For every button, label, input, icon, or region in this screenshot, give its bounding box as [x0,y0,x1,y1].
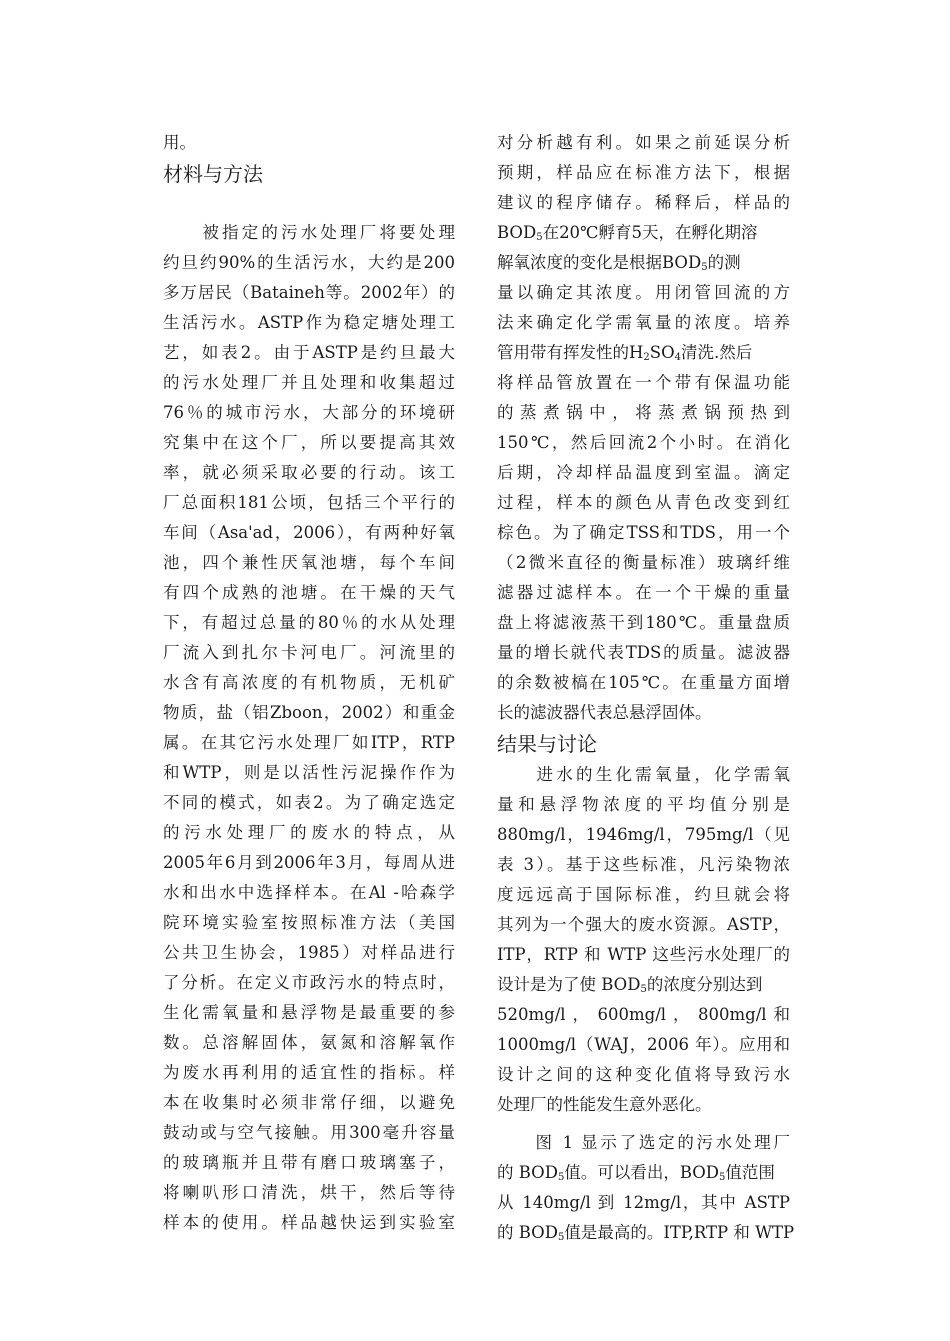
paragraph-line: 鼓动或与空气接触。用300毫升容量 [163,1123,455,1142]
paragraph-line: 艺，如表2。由于ASTP是约旦最大 [163,343,455,362]
paragraph-line: 处理厂的性能发生意外恶化。 [497,1095,712,1114]
paragraph-line: 池，四个兼性厌氧池塘，每个车间 [163,553,455,572]
paragraph-line: 下，有超过总量的80％的水从处理 [163,613,455,632]
section-heading-results: 结果与讨论 [497,732,597,756]
paragraph-line: 将样品管放置在一个带有保温功能 [497,373,790,392]
paragraph-line: 棕色。为了确定TSS和TDS，用一个 [497,523,790,542]
paragraph-line: $BOD_5$在20℃孵育5天，在孵化期溶 [497,223,758,243]
paragraph-line: 生活污水。ASTP作为稳定塘处理工 [163,313,455,332]
paragraph-line: 管用带有挥发性的$H_2SO_4$清洗.然后 [497,343,753,363]
paragraph-line: 车间（Asa'ad，2006），有两种好氧 [163,523,455,542]
paragraph-line: 本在收集时必须非常仔细，以避免 [163,1093,455,1112]
paragraph-line: 数。总溶解固体，氨氮和溶解氧作 [163,1033,455,1052]
paragraph-line: 为废水再利用的适宜性的指标。样 [163,1063,455,1082]
methods-paragraph [163,218,455,1238]
paragraph-line: 过程，样本的颜色从青色改变到红 [497,493,790,512]
paragraph-line: 1000mg/l（WAJ，2006 年）。应用和 [497,1035,790,1054]
right-column [497,128,795,1248]
paragraph-line: 公共卫生协会，1985）对样品进行 [163,943,455,962]
left-column [163,128,455,1238]
paragraph-line: 的污水处理厂的废水的特点，从 [163,823,455,842]
paragraph-line: （2微米直径的衡量标准）玻璃纤维 [497,553,790,572]
paragraph-line: 有四个成熟的池塘。在干燥的天气 [163,583,455,602]
paragraph-line: 图 1 显示了选定的污水处理厂 [497,1133,790,1152]
paragraph-line: 厂总面积181公顷，包括三个平行的 [163,493,455,512]
paragraph-line: 解氧浓度的变化是根据$BOD_5$的测 [497,253,741,273]
paragraph-line: ITP，RTP 和 WTP 这些污水处理厂的 [497,945,790,964]
paragraph-line: 进水的生化需氧量，化学需氧 [497,765,790,784]
paragraph-line: 后期，冷却样品温度到室温。滴定 [497,463,790,482]
paragraph-line: 被指定的污水处理厂将要处理 [163,223,455,242]
paragraph-line: 厂流入到扎尔卡河电厂。河流里的 [163,643,455,662]
paragraph-line: 量以确定其浓度。用闭管回流的方 [497,283,790,302]
paragraph-line: 生化需氧量和悬浮物是最重要的参 [163,1003,455,1022]
paragraph-line: 将喇叭形口清洗，烘干，然后等待 [163,1183,455,1202]
section-heading-methods: 材料与方法 [163,162,263,186]
paragraph-line: 从 140mg/l 到 12mg/l，其中 ASTP [497,1193,790,1212]
paragraph-line: 量的增长就代表TDS的质量。滤波器 [497,643,790,662]
paragraph-line: 对分析越有利。如果之前延误分析 [497,133,790,152]
paragraph-line: 的玻璃瓶并且带有磨口玻璃塞子， [163,1153,455,1172]
paragraph-line: 的 $BOD_5$值。可以看出，$BOD_5$值范围 [497,1163,775,1183]
paragraph-line: 率，就必须采取必要的行动。该工 [163,463,455,482]
paragraph-line: 约旦约90%的生活污水，大约是200 [163,253,455,272]
paragraph-line: 滤器过滤样本。在一个干燥的重量 [497,583,790,602]
paragraph-line: 属。在其它污水处理厂如ITP，RTP [163,733,455,752]
paragraph-line: 建议的程序储存。稀释后，样品的 [497,193,790,212]
paragraph-line: 水含有高浓度的有机物质，无机矿 [163,673,455,692]
paragraph-line: 用。 [163,133,196,152]
paragraph-line: 设计是为了使 $BOD_5$的浓度分别达到 [497,975,763,995]
paragraph-line: 法来确定化学需氧量的浓度。培养 [497,313,790,332]
paragraph-line: 2005年6月到2006年3月，每周从进 [163,853,455,872]
paragraph-line: 150℃，然后回流2个小时。在消化 [497,433,790,452]
paragraph-line: 长的滤波器代表总悬浮固体。 [497,703,712,722]
paragraph-line: 的 $BOD_5$值是最高的。ITP,RTP 和 WTP [497,1223,795,1243]
paragraph-line: 的蒸煮锅中，将蒸煮锅预热到 [497,403,790,422]
paragraph-line: 880mg/l，1946mg/l，795mg/l（见 [497,825,790,844]
paragraph-line: 究集中在这个厂，所以要提高其效 [163,433,455,452]
paragraph-line: 和WTP，则是以活性污泥操作作为 [163,763,455,782]
paragraph-line: 物质，盐（铝Zboon，2002）和重金 [163,703,455,722]
paragraph-line: 了分析。在定义市政污水的特点时， [163,973,455,992]
paragraph-line: 表 3）。基于这些标准，凡污染物浓 [497,855,790,874]
paragraph-line: 多万居民（Bataineh等。2002年）的 [163,283,455,302]
paragraph-line: 盘上将滤液蒸干到180℃。重量盘质 [497,613,790,632]
paragraph-line: 预期，样品应在标准方法下，根据 [497,163,790,182]
paragraph-line: 的余数被槁在105℃。在重量方面增 [497,673,790,692]
paragraph-line: 量和悬浮物浓度的平均值分别是 [497,795,790,814]
paragraph-line: 院环境实验室按照标准方法（美国 [163,913,455,932]
paragraph-line: 不同的模式，如表2。为了确定选定 [163,793,455,812]
paragraph-line: 其列为一个强大的废水资源。ASTP， [497,915,790,934]
paragraph-line: 设计之间的这种变化值将导致污水 [497,1065,790,1084]
paragraph-line: 水和出水中选择样本。在Al -哈森学 [163,883,455,902]
paragraph-line: 520mg/l ， 600mg/l ， 800mg/l 和 [497,1005,790,1024]
paragraph-line: 76％的城市污水，大部分的环境研 [163,403,455,422]
paragraph-line: 样本的使用。样品越快运到实验室 [163,1213,455,1232]
paragraph-line: 度远远高于国际标准，约旦就会将 [497,885,790,904]
paragraph-line: 的污水处理厂并且处理和收集超过 [163,373,455,392]
